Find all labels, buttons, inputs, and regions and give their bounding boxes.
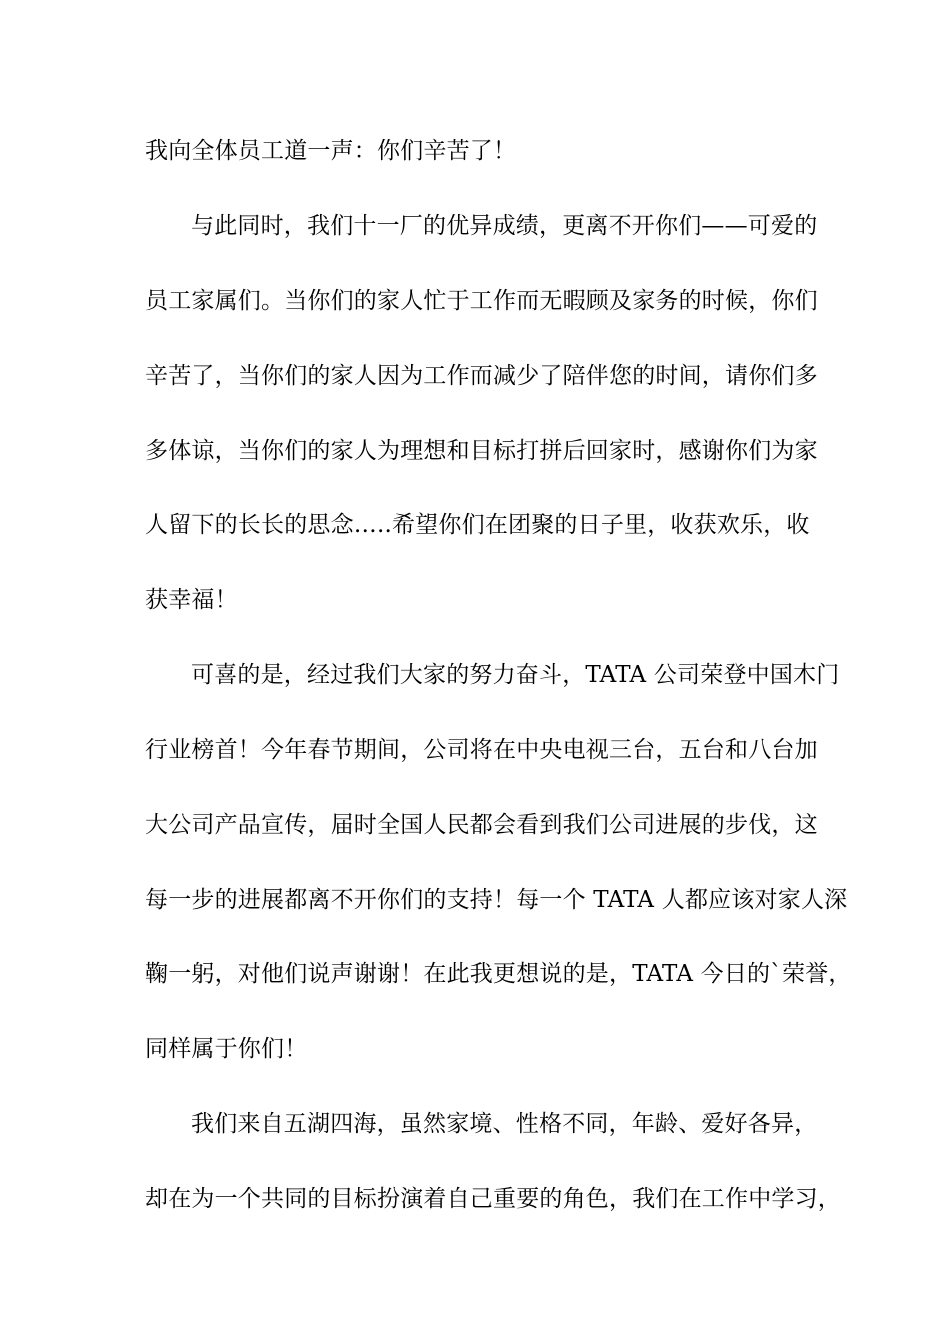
paragraph-start-line: 可喜的是，经过我们大家的努力奋斗，TATA 公司荣登中国木门 (191, 662, 840, 688)
text-line-5: 多体谅，当你们的家人为理想和目标打拼后回家时，感谢你们为家 (145, 438, 818, 464)
paragraph-start-line: 我们来自五湖四海，虽然家境、性格不同，年龄、爱好各异， (191, 1111, 818, 1137)
text-line-4: 辛苦了，当你们的家人因为工作而减少了陪伴您的时间，请你们多 (145, 363, 818, 389)
text-line-15: 却在为一个共同的目标扮演着自己重要的角色，我们在工作中学习， (145, 1186, 841, 1212)
text-line-3: 员工家属们。当你们的家人忙于工作而无暇顾及家务的时候，你们 (145, 288, 818, 314)
text-line-10: 大公司产品宣传，届时全国人民都会看到我们公司进展的步伐，这 (145, 812, 818, 838)
text-line-9: 行业榜首！今年春节期间，公司将在中央电视三台，五台和八台加 (145, 737, 818, 763)
text-line-13: 同样属于你们！ (145, 1036, 308, 1062)
text-line-12: 鞠一躬，对他们说声谢谢！在此我更想说的是，TATA 今日的`荣誉， (145, 961, 852, 987)
text-line-1: 我向全体员工道一声：你们辛苦了！ (145, 138, 517, 164)
text-line-7: 获幸福！ (145, 587, 238, 613)
text-line-6: 人留下的长长的思念…..希望你们在团聚的日子里，收获欢乐，收 (145, 512, 810, 538)
text-line-11: 每一步的进展都离不开你们的支持！每一个 TATA 人都应该对家人深 (145, 887, 848, 913)
paragraph-start-line: 与此同时，我们十一厂的优异成绩，更离不开你们——可爱的 (191, 213, 818, 239)
